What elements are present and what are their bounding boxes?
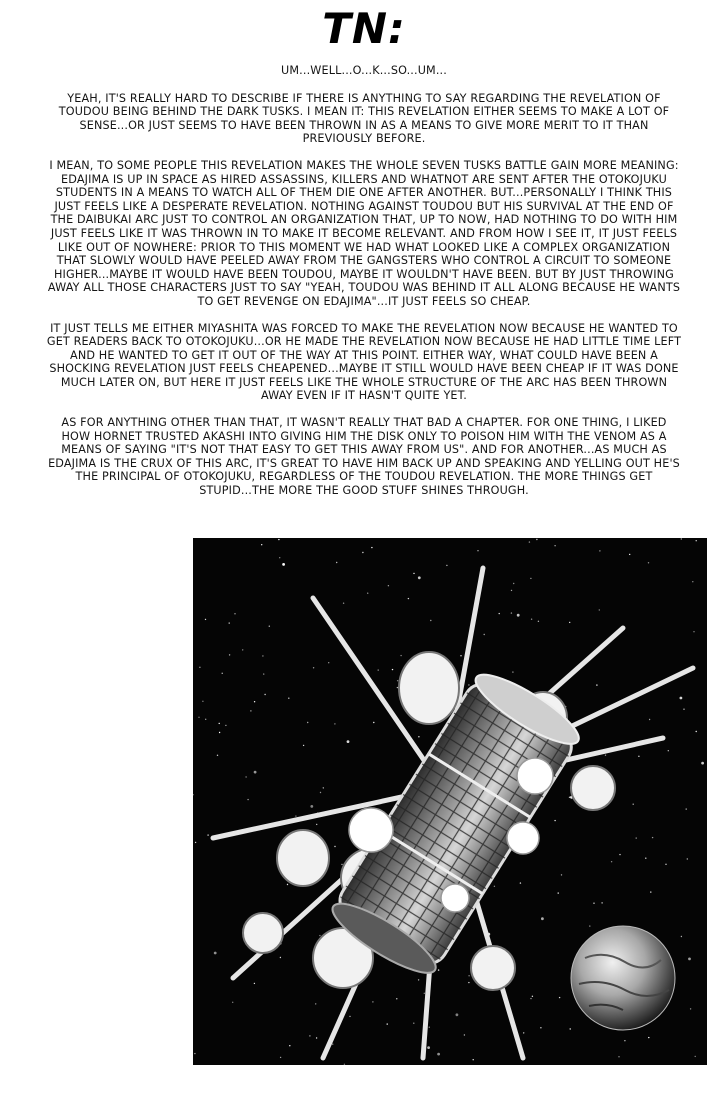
star — [254, 701, 255, 702]
star — [199, 667, 200, 668]
star — [309, 1035, 310, 1036]
star — [371, 547, 372, 548]
star — [523, 1032, 524, 1033]
star — [219, 732, 220, 733]
star — [280, 1057, 281, 1058]
star — [695, 1056, 696, 1057]
star — [690, 1008, 691, 1009]
star — [468, 982, 469, 983]
star — [538, 621, 539, 622]
star — [624, 1040, 625, 1041]
planet — [571, 926, 675, 1030]
star — [611, 861, 612, 862]
star — [446, 565, 447, 566]
star — [343, 603, 344, 604]
star — [530, 998, 531, 999]
paragraph-4: AS FOR ANYTHING OTHER THAN THAT, IT WASN'T REALLY THAT BAD A CHAPTER. FOR ONE THING, I LIKED HOW HORNET TRUSTED AKASHI INTO GIVING HIM THE DISK ONLY TO POISON HIM WITH THE VENOM AS A MEANS OF SAYING "IT'S NOT THAT EASY TO GET THIS AWAY FROM US". AND FOR ANOTHER...AS MUCH AS EDAJIMA IS THE CRUX OF THIS ARC, IT'S GREAT TO HAVE HIM BACK UP AND SPEAKING AND YELLING OUT HE'S THE PRINCIPAL OF OTOKOJUKU, REGARDLESS OF THE TOUDOU REVELATION. THE MORE THINGS GET STUPID...THE MORE THE GOOD STUFF SHINES THROUGH. — [48, 416, 680, 498]
star — [264, 694, 265, 695]
star — [219, 723, 220, 724]
star — [388, 585, 389, 586]
star — [648, 562, 649, 563]
star — [229, 654, 230, 655]
star — [540, 1027, 541, 1028]
star — [261, 544, 262, 545]
star — [328, 662, 329, 663]
star — [334, 723, 335, 724]
star — [499, 613, 500, 614]
star — [316, 824, 317, 825]
star — [599, 609, 600, 610]
star — [313, 667, 314, 668]
star — [541, 917, 544, 920]
star — [413, 1023, 414, 1024]
star — [287, 884, 288, 885]
star — [214, 952, 217, 955]
star — [648, 1037, 649, 1038]
star — [681, 538, 682, 539]
star — [629, 554, 630, 555]
star — [589, 925, 590, 926]
star — [520, 882, 521, 883]
star — [234, 613, 235, 614]
star — [397, 680, 398, 681]
star — [418, 576, 421, 579]
star — [513, 583, 514, 584]
star — [531, 619, 532, 620]
star — [460, 655, 461, 656]
star — [558, 892, 559, 893]
star — [468, 975, 469, 976]
star — [652, 837, 653, 838]
star — [332, 1044, 333, 1045]
star — [619, 854, 620, 855]
star — [530, 578, 531, 579]
star — [693, 631, 694, 632]
star — [349, 1016, 350, 1017]
star — [222, 673, 223, 674]
star — [225, 725, 226, 726]
star — [554, 545, 555, 546]
star — [464, 1034, 465, 1035]
star — [650, 891, 651, 892]
star — [599, 550, 600, 551]
star — [438, 969, 439, 970]
star — [687, 858, 688, 859]
star — [400, 655, 401, 656]
star — [217, 755, 218, 756]
page-title: TN: — [322, 4, 406, 53]
star — [680, 697, 683, 700]
star — [477, 550, 478, 551]
paragraph-2: I MEAN, TO SOME PEOPLE THIS REVELATION MAKES THE WHOLE SEVEN TUSKS BATTLE GAIN MORE MEANING: EDAJIMA IS UP IN SPACE AS HIRED ASSASSINS, KILLERS AND WHATNOT ARE SENT AFTER THE OTOKOJUKU STUDENTS IN A MEANS TO WATCH ALL OF THEM DIE ONE AFTER ANOTHER. BUT...PERSONALLY I THINK THIS JUST FEELS LIKE A DESPERATE REVELATION. NOTHING AGAINST TOUDOU BUT HIS SURVIVAL AT THE END OF THE DAIBUKAI ARC JUST TO CONTROL AN ORGANIZATION THAT, UP TO NOW, HAD NOTHING TO DO WITH HIM JUST FEELS LIKE IT WAS THROWN IN TO MAKE IT BECOME RELEVANT. AND FROM HOW I SEE IT, IT JUST FEELS LIKE OUT OF NOWHERE: PRIOR TO THIS MOMENT WE HAD WHAT LOOKED LIKE A COMPLEX ORGANIZATION THAT SLOWLY WOULD HAVE PEELED AWAY FROM THE GANGSTERS WHO CONTROL A CIRCUIT TO SOMEONE HIGHER...MAYBE IT WOULD HAVE BEEN TOUDOU, MAYBE IT WOULDN'T HAVE BEEN. BUT BY JUST THROWING AWAY ALL THOSE CHARACTERS JUST TO SAY "YEAH, TOUDOU WAS BEHIND IT ALL ALONG BECAUSE HE WANTS TO GET REVENGE ON EDAJIMA"...IT JUST FEELS SO CHEAP. — [47, 158, 681, 308]
star — [229, 622, 230, 623]
star — [511, 590, 512, 591]
star — [279, 557, 280, 558]
star — [696, 540, 697, 541]
star — [247, 799, 248, 800]
star — [601, 902, 602, 903]
star — [408, 598, 409, 599]
star — [310, 805, 313, 808]
translator-notes — [46, 64, 682, 511]
paragraph-3: IT JUST TELLS ME EITHER MIYASHITA WAS FORCED TO MAKE THE REVELATION NOW BECAUSE HE WANTED TO GET READERS BACK TO OTOKOJUKU...OR HE MADE THE REVELATION NOW BECAUSE HE HAD LITTLE TIME LEFT AND HE WANTED TO GET IT OUT OF THE WAY AT THIS POINT. EITHER WAY, WHAT COULD HAVE BEEN A SHOCKING REVELATION JUST FEELS CHEAPENED...MAYBE IT STILL WOULD HAVE BEEN CHEAP IF IT WAS DONE MUCH LATER ON, BUT HERE IT JUST FEELS LIKE THE WHOLE STRUCTURE OF THE ARC HAS BEEN THROWN AWAY EVEN IF IT HASN'T QUITE YET. — [46, 321, 682, 403]
star — [692, 581, 693, 582]
star — [316, 1037, 317, 1038]
star — [307, 722, 308, 723]
star — [665, 864, 666, 865]
star — [429, 1027, 430, 1028]
star — [413, 573, 414, 574]
star — [517, 614, 520, 617]
star — [341, 864, 342, 865]
star — [282, 563, 285, 566]
star — [554, 820, 555, 821]
star — [194, 1053, 195, 1054]
intro-line: UM...WELL...O...K...SO...UM... — [281, 64, 447, 77]
star — [278, 539, 279, 540]
star — [681, 936, 682, 937]
star — [396, 998, 397, 999]
star — [295, 815, 296, 816]
star — [198, 717, 199, 718]
star — [569, 797, 570, 798]
star — [289, 1045, 290, 1046]
star — [378, 669, 379, 670]
star — [373, 722, 374, 723]
star — [512, 671, 513, 672]
star — [245, 776, 246, 777]
star — [511, 612, 512, 613]
star — [494, 886, 495, 887]
star — [561, 874, 562, 875]
star — [254, 983, 255, 984]
star — [202, 701, 203, 702]
star — [303, 745, 304, 746]
star — [668, 750, 669, 751]
star — [683, 709, 684, 710]
star — [484, 634, 485, 635]
star — [593, 903, 594, 904]
star — [649, 719, 650, 720]
star — [427, 1046, 430, 1049]
star — [569, 622, 570, 623]
star — [250, 710, 251, 711]
paragraph-1: YEAH, IT'S REALLY HARD TO DESCRIBE IF THERE IS ANYTHING TO SAY REGARDING THE REVELATION OF TOUDOU BEING BEHIND THE DARK TUSKS. I MEAN IT: THIS REVELATION EITHER SEEMS TO MAKE A LOT OF SENSE...OR JUST SEEMS TO HAVE BEEN THROWN IN AS A MEANS TO GIVE MORE MERIT TO IT THAN PREVIOUSLY BEFORE. — [58, 91, 670, 146]
star — [645, 858, 646, 859]
star — [288, 698, 289, 699]
space-station-illustration — [193, 538, 707, 1065]
star — [397, 687, 398, 688]
star — [263, 673, 264, 674]
star — [207, 834, 208, 835]
star — [195, 842, 196, 843]
star — [424, 993, 425, 994]
star — [529, 541, 530, 542]
star — [430, 620, 431, 621]
star — [319, 935, 320, 936]
star — [468, 684, 469, 685]
star — [262, 655, 263, 656]
star — [701, 762, 704, 765]
star — [347, 740, 350, 743]
star — [559, 997, 560, 998]
star — [254, 771, 257, 774]
star — [242, 649, 243, 650]
star — [193, 794, 194, 795]
star — [280, 957, 281, 958]
star — [638, 756, 639, 757]
star — [456, 1013, 459, 1016]
star — [205, 619, 206, 620]
star — [336, 562, 337, 563]
star — [362, 552, 363, 553]
star — [418, 736, 419, 737]
star — [437, 1053, 440, 1056]
star — [686, 808, 687, 809]
star — [205, 719, 206, 720]
star — [344, 1064, 345, 1065]
star — [269, 626, 270, 627]
star — [536, 539, 537, 540]
star — [696, 731, 697, 732]
star — [315, 1003, 316, 1004]
star — [418, 979, 419, 980]
star — [532, 996, 533, 997]
star — [372, 1001, 373, 1002]
star — [633, 804, 634, 805]
star — [473, 1059, 474, 1060]
space-station-art — [193, 538, 707, 1065]
star — [367, 593, 368, 594]
star — [618, 1056, 619, 1057]
star — [392, 669, 393, 670]
star — [323, 787, 324, 788]
star — [688, 958, 691, 961]
star — [334, 846, 335, 847]
star — [387, 1023, 388, 1024]
star — [232, 1002, 233, 1003]
star — [320, 792, 321, 793]
star — [605, 755, 606, 756]
star — [570, 1028, 571, 1029]
star — [596, 684, 597, 685]
star — [636, 837, 637, 838]
